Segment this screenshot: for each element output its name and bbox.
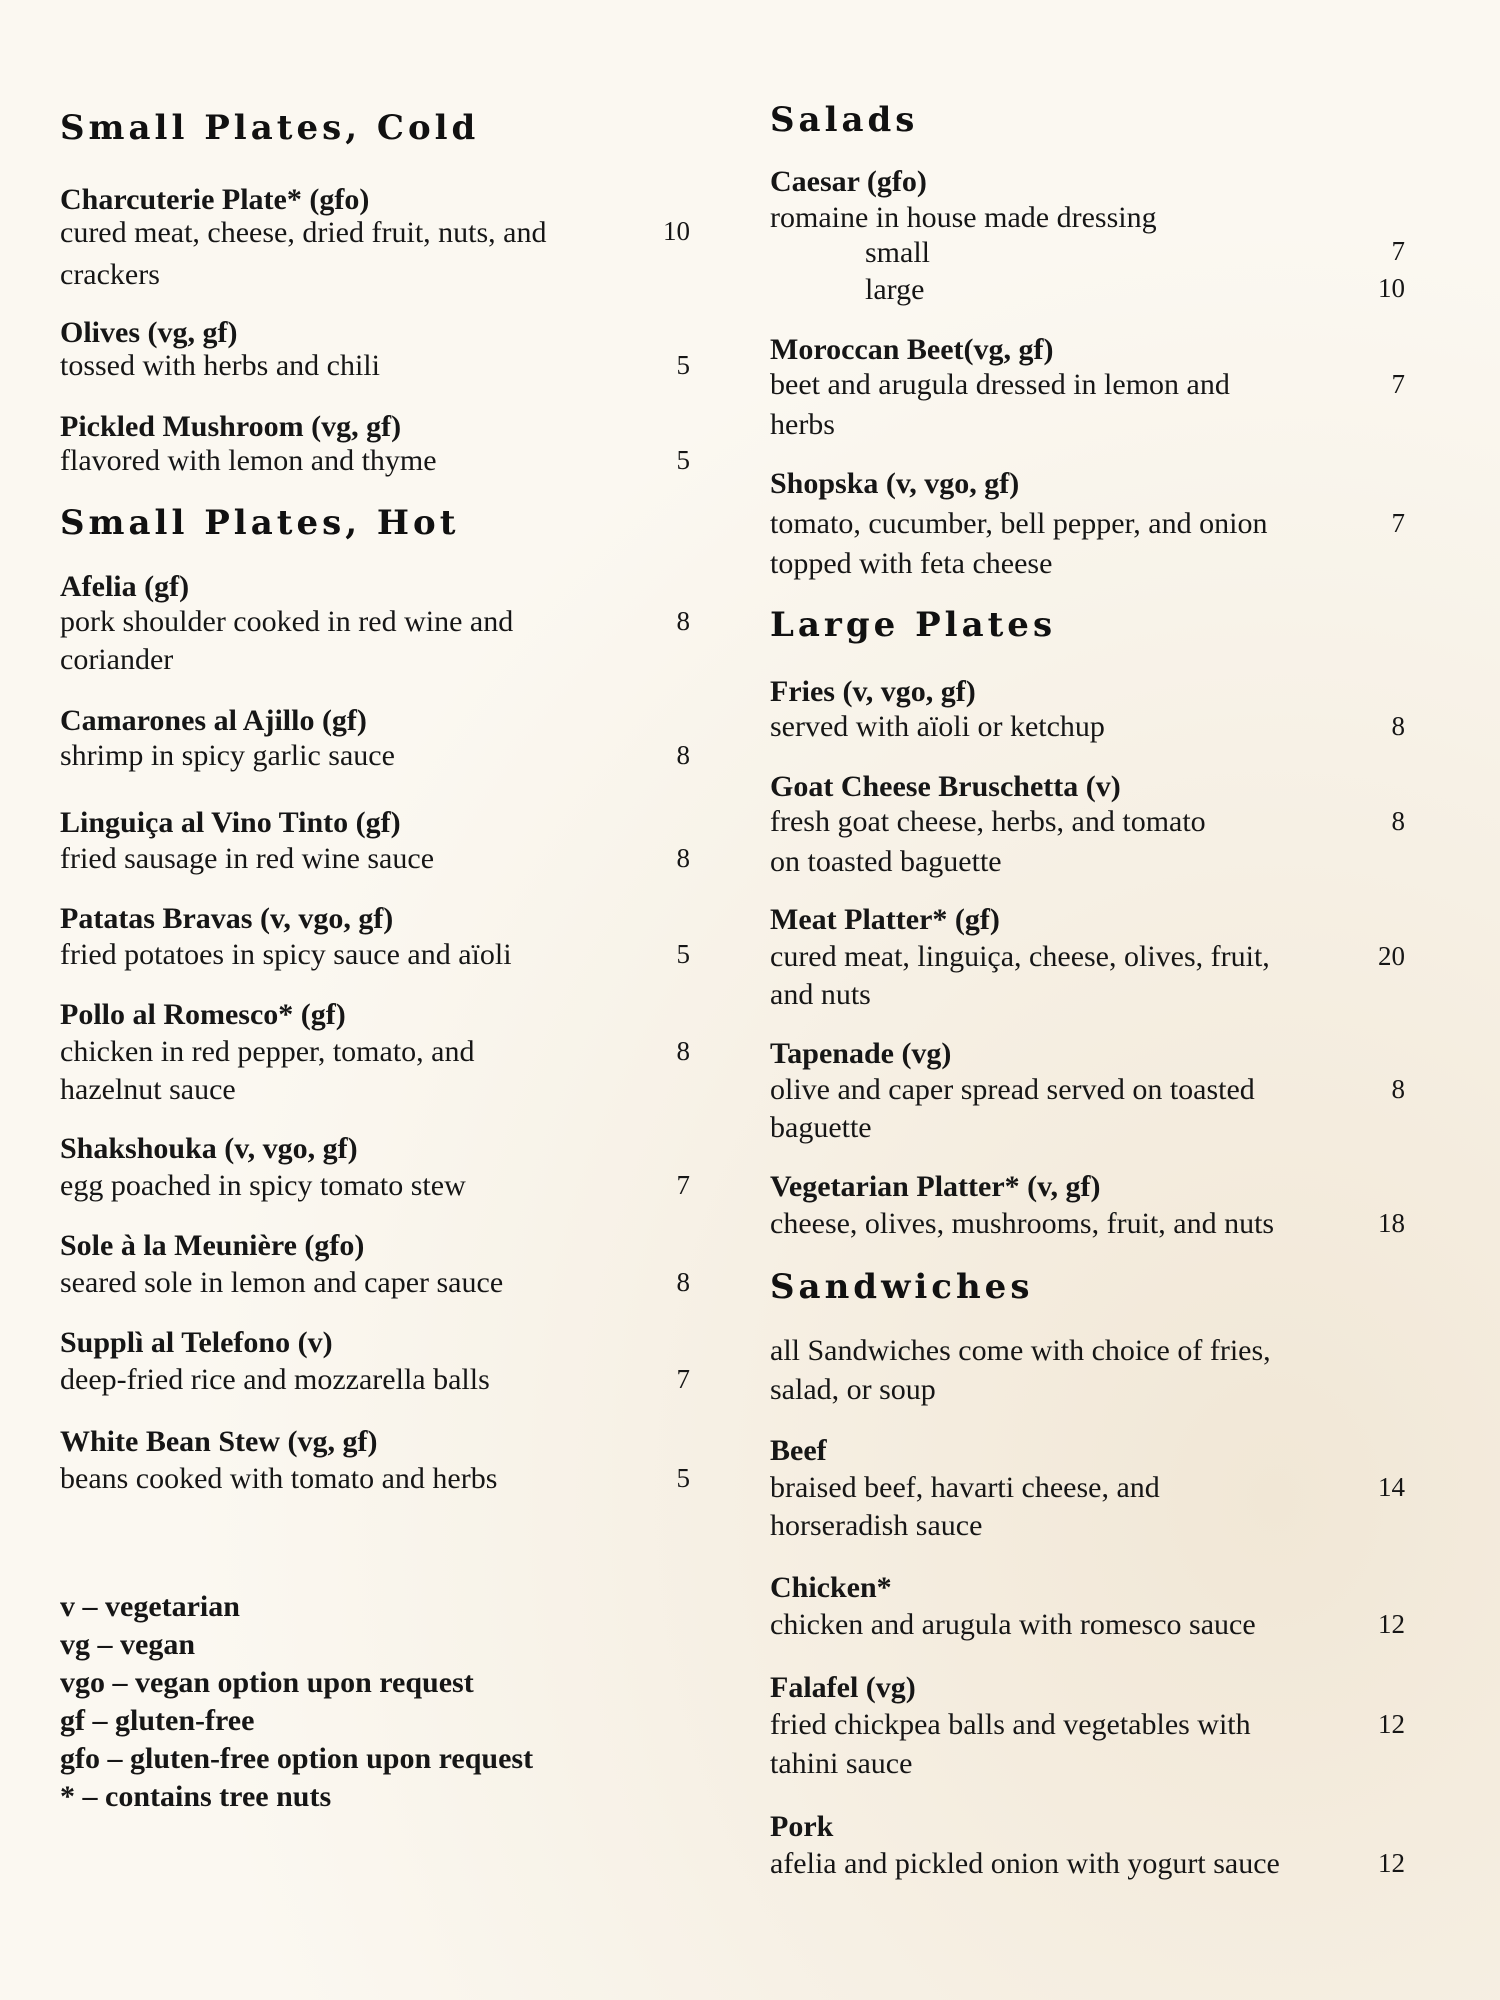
- item-name: Vegetarian Platter* (v, gf): [770, 1170, 1101, 1203]
- item-name: Linguiça al Vino Tinto (gf): [60, 806, 401, 839]
- item-name: Charcuterie Plate* (gfo): [60, 183, 370, 216]
- legend-entry: v – vegetarian: [60, 1590, 240, 1623]
- item-desc: served with aïoli or ketchup: [770, 710, 1105, 743]
- item-name: Pork: [770, 1810, 834, 1843]
- item-desc: horseradish sauce: [770, 1509, 983, 1542]
- item-price: 8: [676, 1036, 690, 1066]
- item-name: Caesar (gfo): [770, 165, 927, 198]
- item-name: Olives (vg, gf): [60, 316, 238, 349]
- section-heading-sandwiches: Sandwiches: [770, 1267, 1034, 1307]
- item-name: Pollo al Romesco* (gf): [60, 998, 346, 1031]
- size-option-price: 10: [1378, 273, 1405, 303]
- note-line: salad, or soup: [770, 1373, 936, 1406]
- item-name: Sole à la Meunière (gfo): [60, 1229, 365, 1262]
- item-desc: romaine in house made dressing: [770, 201, 1157, 234]
- item-price: 8: [676, 1267, 690, 1297]
- section-heading-salads: Salads: [770, 100, 919, 140]
- item-price: 12: [1378, 1609, 1405, 1639]
- item-name: Chicken*: [770, 1571, 892, 1604]
- item-desc: tahini sauce: [770, 1747, 913, 1780]
- legend-entry: gf – gluten-free: [60, 1704, 255, 1737]
- item-price: 12: [1378, 1848, 1405, 1878]
- item-price: 14: [1378, 1472, 1405, 1502]
- item-price: 18: [1378, 1208, 1405, 1238]
- item-desc: tomato, cucumber, bell pepper, and onion: [770, 507, 1268, 540]
- item-price: 8: [676, 740, 690, 770]
- item-desc: cheese, olives, mushrooms, fruit, and nuts: [770, 1207, 1275, 1240]
- item-name: Pickled Mushroom (vg, gf): [60, 410, 402, 443]
- item-desc: fried sausage in red wine sauce: [60, 842, 435, 875]
- item-desc: coriander: [60, 643, 174, 676]
- item-name: Supplì al Telefono (v): [60, 1326, 333, 1359]
- item-name: Shopska (v, vgo, gf): [770, 467, 1020, 500]
- item-desc: and nuts: [770, 978, 871, 1011]
- item-desc: pork shoulder cooked in red wine and: [60, 605, 514, 638]
- item-price: 5: [676, 445, 690, 475]
- item-desc: herbs: [770, 408, 835, 441]
- size-option-price: 7: [1391, 236, 1405, 266]
- item-price: 8: [676, 843, 690, 873]
- item-desc: baguette: [770, 1111, 872, 1144]
- item-desc: fried chickpea balls and vegetables with: [770, 1708, 1251, 1741]
- item-desc: topped with feta cheese: [770, 547, 1053, 580]
- section-heading-large-plates: Large Plates: [770, 605, 1057, 645]
- item-name: Camarones al Ajillo (gf): [60, 704, 367, 737]
- legend-entry: vgo – vegan option upon request: [60, 1666, 474, 1699]
- item-desc: seared sole in lemon and caper sauce: [60, 1266, 504, 1299]
- item-name: Shakshouka (v, vgo, gf): [60, 1132, 358, 1165]
- item-name: Falafel (vg): [770, 1671, 916, 1704]
- item-price: 8: [1391, 1074, 1405, 1104]
- item-price: 8: [676, 606, 690, 636]
- item-price: 5: [676, 939, 690, 969]
- item-name: Tapenade (vg): [770, 1037, 952, 1070]
- item-name: Beef: [770, 1434, 827, 1467]
- item-price: 5: [676, 350, 690, 380]
- item-name: Fries (v, vgo, gf): [770, 675, 976, 708]
- item-desc: shrimp in spicy garlic sauce: [60, 739, 395, 772]
- item-desc: chicken and arugula with romesco sauce: [770, 1608, 1256, 1641]
- legend-entry: * – contains tree nuts: [60, 1780, 332, 1813]
- item-name: Patatas Bravas (v, vgo, gf): [60, 902, 394, 935]
- note-line: all Sandwiches come with choice of fries,: [770, 1334, 1271, 1367]
- size-option-label: small: [865, 236, 930, 269]
- item-desc: tossed with herbs and chili: [60, 349, 380, 382]
- legend-entry: vg – vegan: [60, 1628, 195, 1661]
- item-name: Meat Platter* (gf): [770, 903, 1000, 936]
- section-heading-small-plates-hot: Small Plates, Hot: [60, 503, 460, 543]
- item-price: 7: [676, 1364, 690, 1394]
- item-price: 7: [1391, 508, 1405, 538]
- item-desc: beans cooked with tomato and herbs: [60, 1462, 498, 1495]
- item-price: 8: [1391, 711, 1405, 741]
- item-name: Goat Cheese Bruschetta (v): [770, 770, 1121, 803]
- item-price: 10: [663, 216, 690, 246]
- item-price: 5: [676, 1463, 690, 1493]
- item-price: 20: [1378, 941, 1405, 971]
- item-name: Afelia (gf): [60, 570, 190, 603]
- item-price: 12: [1378, 1709, 1405, 1739]
- legend-entry: gfo – gluten-free option upon request: [60, 1742, 534, 1775]
- item-desc: chicken in red pepper, tomato, and: [60, 1035, 475, 1068]
- item-desc: beet and arugula dressed in lemon and: [770, 368, 1230, 401]
- item-price: 7: [1391, 369, 1405, 399]
- item-price: 7: [676, 1170, 690, 1200]
- item-desc: on toasted baguette: [770, 845, 1002, 878]
- item-desc: deep-fried rice and mozzarella balls: [60, 1363, 490, 1396]
- item-name: Moroccan Beet(vg, gf): [770, 333, 1054, 366]
- item-desc: cured meat, linguiça, cheese, olives, fruit,: [770, 940, 1270, 973]
- item-desc: braised beef, havarti cheese, and: [770, 1471, 1160, 1504]
- item-desc: flavored with lemon and thyme: [60, 444, 437, 477]
- item-desc: afelia and pickled onion with yogurt sauce: [770, 1847, 1280, 1880]
- item-desc: olive and caper spread served on toasted: [770, 1073, 1255, 1106]
- item-desc: hazelnut sauce: [60, 1073, 236, 1106]
- item-desc: fried potatoes in spicy sauce and aïoli: [60, 938, 512, 971]
- item-price: 8: [1391, 806, 1405, 836]
- item-desc: egg poached in spicy tomato stew: [60, 1169, 466, 1202]
- size-option-label: large: [865, 273, 925, 306]
- item-desc: crackers: [60, 258, 160, 291]
- item-name: White Bean Stew (vg, gf): [60, 1425, 378, 1458]
- item-desc: fresh goat cheese, herbs, and tomato: [770, 805, 1206, 838]
- section-heading-small-plates-cold: Small Plates, Cold: [60, 108, 480, 148]
- item-desc: cured meat, cheese, dried fruit, nuts, and: [60, 216, 547, 249]
